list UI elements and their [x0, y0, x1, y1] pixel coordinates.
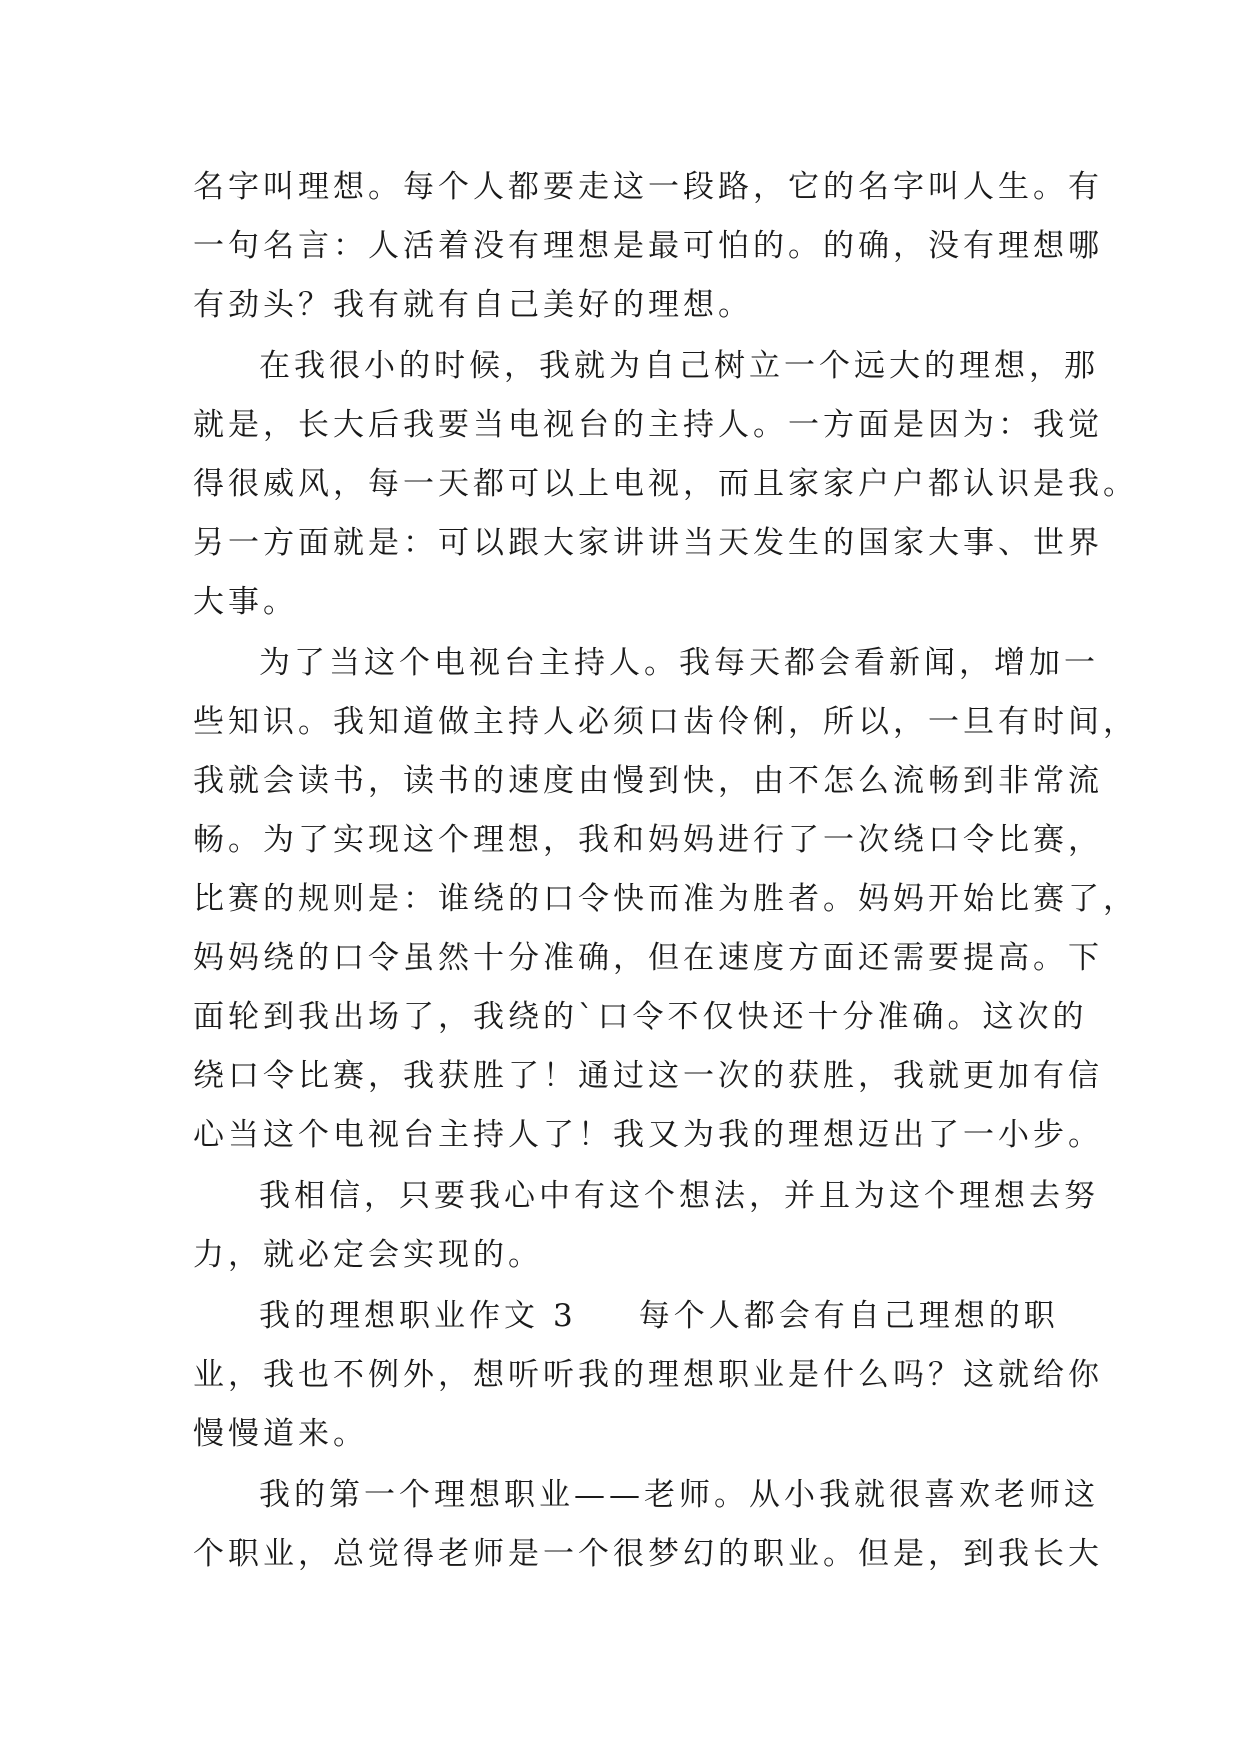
paragraph-line: 些知识。我知道做主持人必须口齿伶俐，所以，一旦有时间，: [193, 704, 1138, 740]
section-first-sentence: 每个人都会有自己理想的职: [638, 1298, 1059, 1334]
paragraph-line: 慢慢道来。: [193, 1416, 368, 1452]
paragraph-line: 我就会读书，读书的速度由慢到快，由不怎么流畅到非常流: [193, 763, 1103, 799]
paragraph-line: 一句名言：人活着没有理想是最可怕的。的确，没有理想哪: [193, 228, 1103, 264]
section-heading-line: [193, 1287, 1059, 1346]
paragraph-line: 名字叫理想。每个人都要走这一段路，它的名字叫人生。有: [193, 169, 1103, 205]
paragraph-line: 绕口令比赛，我获胜了！通过这一次的获胜，我就更加有信: [193, 1058, 1103, 1094]
paragraph-line: 另一方面就是：可以跟大家讲讲当天发生的国家大事、世界: [193, 525, 1103, 561]
paragraph-line: 比赛的规则是：谁绕的口令快而准为胜者。妈妈开始比赛了，: [193, 881, 1138, 917]
paragraph-first-line: 在我很小的时候，我就为自己树立一个远大的理想，那: [259, 348, 1099, 384]
paragraph-first-line: 我的第一个理想职业——老师。从小我就很喜欢老师这: [259, 1477, 1099, 1513]
paragraph-first-line: 为了当这个电视台主持人。我每天都会看新闻，增加一: [259, 645, 1099, 681]
paragraph-line: 力，就必定会实现的。: [193, 1237, 543, 1273]
paragraph-line: 畅。为了实现这个理想，我和妈妈进行了一次绕口令比赛，: [193, 822, 1103, 858]
paragraph-first-line: 我相信，只要我心中有这个想法，并且为这个理想去努: [259, 1178, 1099, 1214]
paragraph-line: 业，我也不例外，想听听我的理想职业是什么吗？这就给你: [193, 1357, 1103, 1393]
paragraph-line: 心当这个电视台主持人了！我又为我的理想迈出了一小步。: [193, 1117, 1103, 1153]
paragraph-line: 得很威风，每一天都可以上电视，而且家家户户都认识是我。: [193, 466, 1138, 502]
paragraph-line: 就是，长大后我要当电视台的主持人。一方面是因为：我觉: [193, 407, 1103, 443]
paragraph-line: 妈妈绕的口令虽然十分准确，但在速度方面还需要提高。下: [193, 940, 1103, 976]
document-body: [193, 158, 1138, 1584]
paragraph-line: 大事。: [193, 584, 298, 620]
paragraph-line: 面轮到我出场了，我绕的`口令不仅快还十分准确。这次的: [193, 999, 1088, 1035]
section-number: 3: [553, 1298, 577, 1334]
paragraph-line: 个职业，总觉得老师是一个很梦幻的职业。但是，到我长大: [193, 1536, 1103, 1572]
section-title: 我的理想职业作文: [259, 1298, 539, 1334]
paragraph-line: 有劲头？我有就有自己美好的理想。: [193, 287, 753, 323]
